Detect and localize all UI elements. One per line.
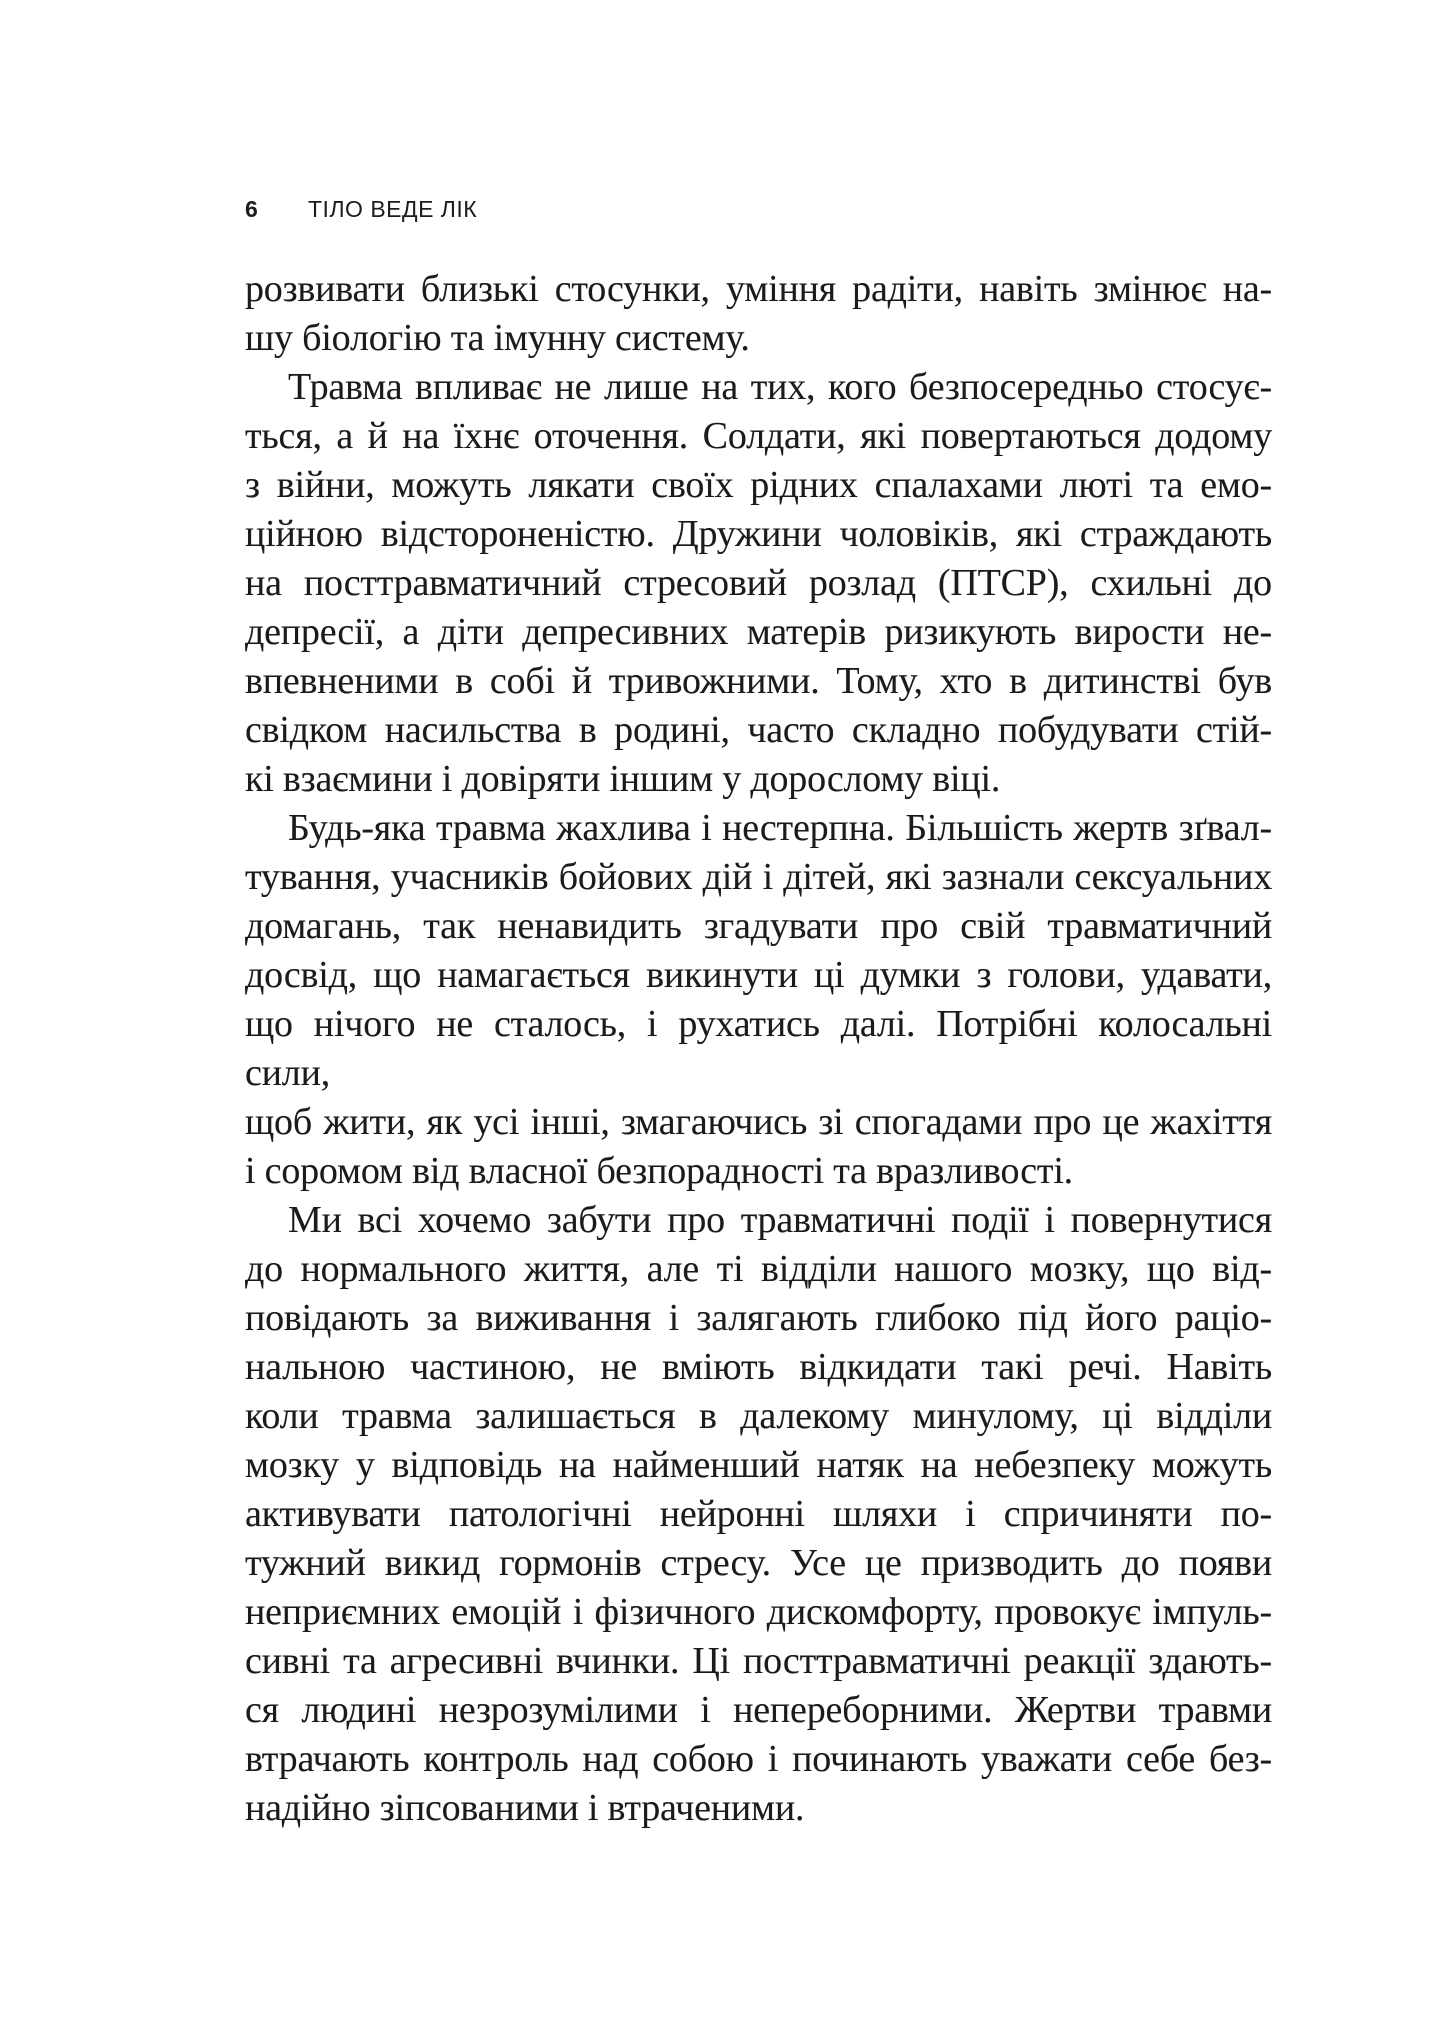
running-title: ТІЛО ВЕДЕ ЛІК [308, 196, 478, 222]
text-line: і соромом від власної безпорадності та вразливості. [245, 1150, 1073, 1192]
page-number: 6 [245, 196, 259, 222]
text-line: надійно зіпсованими і втраченими. [245, 1787, 805, 1829]
text-line: тування, учасників бойових дій і дітей, які зазнали сексуальних [245, 856, 1272, 898]
text-line: активувати патологічні нейронні шляхи і спричиняти по- [245, 1493, 1272, 1535]
text-line: нальною частиною, не вміють відкидати такі речі. Навіть [245, 1346, 1272, 1388]
text-line: депресії, а діти депресивних матерів ризикують вирости не- [245, 611, 1272, 653]
text-line: що нічого не сталось, і рухатись далі. Потрібні колосальні сили, [245, 1003, 1272, 1094]
text-line: ся людині незрозумілими і непереборними. Жертви травми [245, 1689, 1272, 1731]
text-line: ційною відстороненістю. Дружини чоловіків, які страждають [245, 513, 1272, 555]
text-line: досвід, що намагається викинути ці думки з голови, удавати, [245, 954, 1272, 996]
text-line: Ми всі хочемо забути про травматичні події і повернутися [288, 1199, 1272, 1241]
text-line: шу біологію та імунну систему. [245, 317, 750, 359]
text-line: до нормального життя, але ті відділи нашого мозку, що від- [245, 1248, 1272, 1290]
text-line: неприємних емоцій і фізичного дискомфорту, провокує імпуль- [245, 1591, 1272, 1633]
text-line: на посттравматичний стресовий розлад (ПТСР), схильні до [245, 562, 1272, 604]
text-line: свідком насильства в родині, часто складно побудувати стій- [245, 709, 1272, 751]
text-line: розвивати близькі стосунки, уміння радіти, навіть змінює на- [245, 268, 1272, 310]
text-line: Травма впливає не лише на тих, кого безпосередньо стосує- [288, 366, 1272, 408]
text-line: мозку у відповідь на найменший натяк на небезпеку можуть [245, 1444, 1272, 1486]
text-line: впевненими в собі й тривожними. Тому, хто в дитинстві був [245, 660, 1272, 702]
text-block [245, 265, 1272, 1833]
text-line: щоб жити, як усі інші, змагаючись зі спогадами про це жахіття [245, 1101, 1272, 1143]
text-line: ться, а й на їхнє оточення. Солдати, які повертаються додому [245, 415, 1272, 457]
text-line: кі взаємини і довіряти іншим у дорослому віці. [245, 758, 1001, 800]
text-line: Будь-яка травма жахлива і нестерпна. Більшість жертв зґвал- [288, 807, 1272, 849]
text-line: сивні та агресивні вчинки. Ці посттравматичні реакції здають- [245, 1640, 1272, 1682]
text-line: домагань, так ненавидить згадувати про свій травматичний [245, 905, 1272, 947]
text-line: коли травма залишається в далекому минулому, ці відділи [245, 1395, 1272, 1437]
text-line: повідають за виживання і залягають глибоко під його раціо- [245, 1297, 1272, 1339]
text-line: втрачають контроль над собою і починають уважати себе без- [245, 1738, 1272, 1780]
text-line: з війни, можуть лякати своїх рідних спалахами люті та емо- [245, 464, 1272, 506]
text-line: тужний викид гормонів стресу. Усе це призводить до появи [245, 1542, 1272, 1584]
running-head [245, 196, 477, 223]
